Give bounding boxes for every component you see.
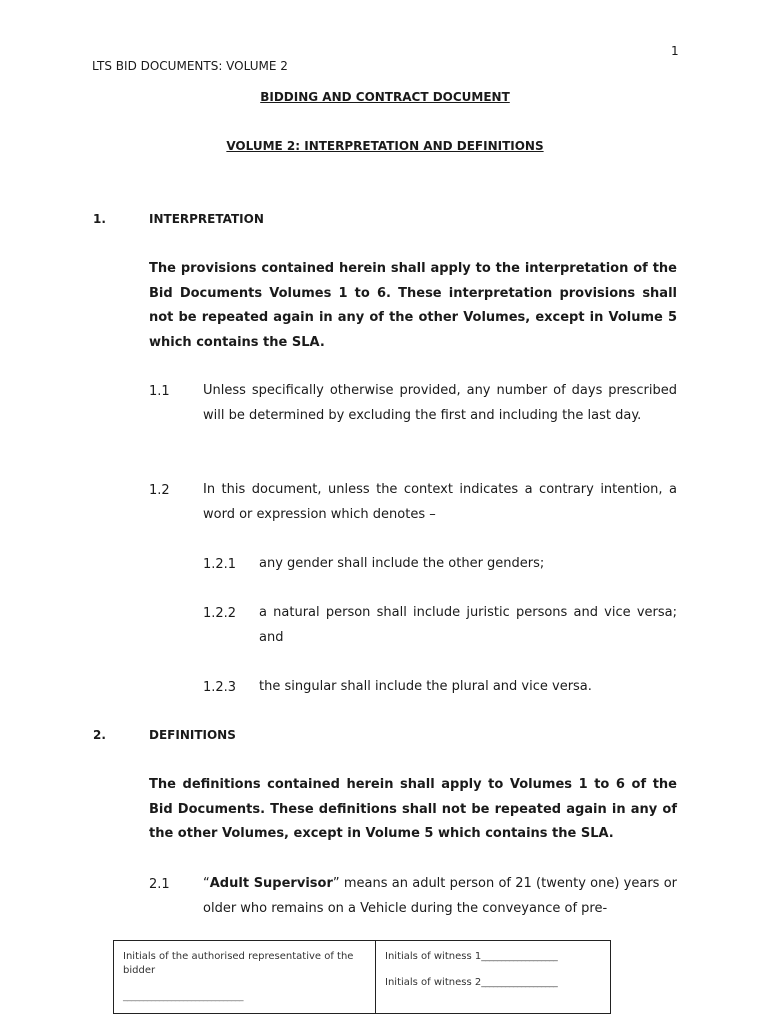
close-quote: ” <box>332 876 340 891</box>
subclause-number: 1.2.2 <box>203 606 237 621</box>
witness-initials-cell <box>376 941 610 1013</box>
section-intro: The provisions contained herein shall apply to the interpretation of the Bid Documents Volumes 1 to 6. These interpretation provisions shall not be repeated again in any of the other Volumes, except in Volume 5 which contains the SLA. <box>149 261 677 351</box>
subclause-number: 1.2.1 <box>203 557 237 572</box>
witness2-label: Initials of witness 2 <box>385 977 482 988</box>
section-intro: The definitions contained herein shall apply to Volumes 1 to 6 of the Bid Documents. These definitions shall not be repeated again in any of the other Volumes, except in Volume 5 which contains the SLA. <box>149 777 677 842</box>
section-heading: DEFINITIONS <box>149 728 236 742</box>
definition-text: means an adult person of 21 (twenty one) years or older who remains on a Vehicle during the conveyance of pre- <box>203 876 677 916</box>
subclause-number: 1.2.3 <box>203 680 237 695</box>
document-subtitle: VOLUME 2: INTERPRETATION AND DEFINITIONS <box>226 139 544 153</box>
witness2-line: ___________________ <box>481 978 558 988</box>
clause-number: 1.1 <box>149 384 170 399</box>
witness1-line: ___________________ <box>481 952 558 962</box>
page-number: 1 <box>671 44 679 58</box>
open-quote: “ <box>203 876 210 891</box>
witness1-label: Initials of witness 1 <box>385 951 482 962</box>
section-number: 2. <box>93 728 106 742</box>
bidder-initials-cell <box>114 941 376 1013</box>
clause-text: In this document, unless the context indicates a contrary intention, a word or expression which denotes – <box>203 482 677 522</box>
document-title: BIDDING AND CONTRACT DOCUMENT <box>260 90 510 104</box>
initials-box <box>113 940 611 1014</box>
bidder-initials-label: Initials of the authorised representative of the bidder <box>123 951 354 976</box>
defined-term: Adult Supervisor <box>209 876 333 891</box>
subclause-text: the singular shall include the plural and vice versa. <box>259 679 592 694</box>
witness2-row <box>385 976 601 990</box>
subclause-text: any gender shall include the other genders; <box>259 556 545 571</box>
clause-number: 1.2 <box>149 483 170 498</box>
bidder-initials-line: ______________________________ <box>123 992 243 1002</box>
section-heading: INTERPRETATION <box>149 212 264 226</box>
running-header: LTS BID DOCUMENTS: VOLUME 2 <box>92 59 288 73</box>
definition-clause <box>203 872 677 921</box>
section-number: 1. <box>93 212 106 226</box>
clause-text: Unless specifically otherwise provided, any number of days prescribed will be determined by excluding the first and including the last day. <box>203 383 677 423</box>
witness1-row <box>385 950 601 964</box>
subclause-text: a natural person shall include juristic persons and vice versa; and <box>259 605 677 645</box>
clause-number: 2.1 <box>149 877 170 892</box>
